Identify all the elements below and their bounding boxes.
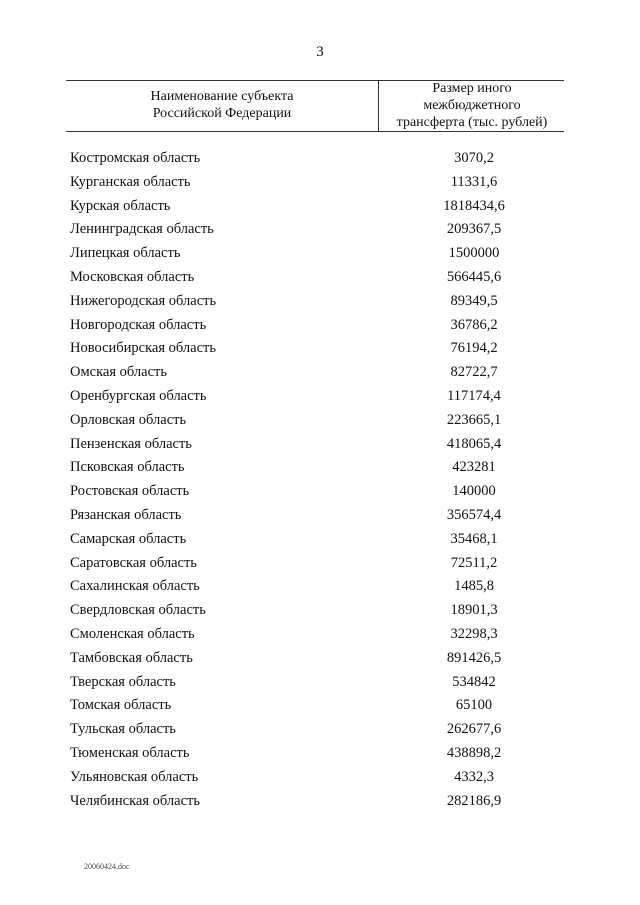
transfer-amount: 282186,9 bbox=[446, 792, 502, 809]
column-header-amount-line: межбюджетного bbox=[423, 98, 521, 113]
region-name: Омская область bbox=[70, 364, 167, 381]
region-name: Ульяновская область bbox=[70, 768, 199, 785]
region-name: Новгородская область bbox=[70, 316, 207, 333]
table-row bbox=[0, 529, 640, 553]
region-name: Ленинградская область bbox=[70, 221, 214, 238]
transfer-amount: 11331,6 bbox=[450, 173, 498, 190]
table-row bbox=[0, 576, 640, 600]
table-row bbox=[0, 648, 640, 672]
table-row bbox=[0, 291, 640, 315]
table-row bbox=[0, 315, 640, 339]
region-name: Тюменская область bbox=[70, 744, 190, 761]
table-row bbox=[0, 457, 640, 481]
table-row bbox=[0, 172, 640, 196]
table-row bbox=[0, 624, 640, 648]
transfer-amount: 82722,7 bbox=[450, 364, 498, 381]
region-name: Сахалинская область bbox=[70, 578, 200, 595]
transfer-amount: 1485,8 bbox=[454, 578, 494, 595]
column-header-amount-line: трансферта (тыс. рублей) bbox=[396, 115, 548, 130]
page-number: 3 bbox=[316, 44, 324, 60]
table-row bbox=[0, 767, 640, 791]
region-name: Ростовская область bbox=[70, 483, 190, 500]
transfer-amount: 1500000 bbox=[448, 245, 500, 262]
region-name: Псковская область bbox=[70, 459, 185, 476]
transfer-amount: 89349,5 bbox=[450, 292, 498, 309]
region-name: Оренбургская область bbox=[70, 387, 207, 404]
region-name: Смоленская область bbox=[70, 625, 195, 642]
region-name: Нижегородская область bbox=[70, 292, 217, 309]
document-filename: 20060424.doc bbox=[84, 862, 130, 871]
region-name: Пензенская область bbox=[70, 435, 192, 452]
table-row bbox=[0, 243, 640, 267]
table-row bbox=[0, 386, 640, 410]
region-name: Самарская область bbox=[70, 530, 187, 547]
column-header-subject-line: Российской Федерации bbox=[152, 106, 292, 121]
region-name: Челябинская область bbox=[70, 792, 200, 809]
region-name: Костромская область bbox=[70, 150, 201, 166]
table-row bbox=[0, 267, 640, 291]
transfer-amount: 140000 bbox=[452, 483, 496, 500]
table-row bbox=[0, 719, 640, 743]
transfer-amount: 356574,4 bbox=[446, 506, 502, 523]
transfer-amount: 32298,3 bbox=[450, 625, 498, 642]
region-name: Тверская область bbox=[70, 673, 176, 690]
transfer-amount: 76194,2 bbox=[450, 340, 498, 357]
table-row bbox=[0, 434, 640, 458]
table-row bbox=[0, 672, 640, 696]
table-row bbox=[0, 481, 640, 505]
transfer-amount: 209367,5 bbox=[446, 221, 502, 238]
table-row bbox=[0, 338, 640, 362]
region-name: Тамбовская область bbox=[70, 649, 193, 666]
region-name: Курганская область bbox=[70, 173, 191, 190]
table-row bbox=[0, 695, 640, 719]
transfer-amount: 35468,1 bbox=[450, 530, 498, 547]
table-row bbox=[0, 791, 640, 815]
table-row bbox=[0, 362, 640, 386]
table-row bbox=[0, 553, 640, 577]
table-row bbox=[0, 196, 640, 220]
column-header-subject-line: Наименование субъекта bbox=[150, 89, 294, 104]
transfer-amount: 534842 bbox=[452, 673, 496, 690]
table-row bbox=[0, 743, 640, 767]
region-name: Томская область bbox=[70, 697, 172, 714]
transfer-amount: 423281 bbox=[452, 459, 496, 476]
column-header-amount bbox=[378, 80, 566, 131]
transfer-amount: 18901,3 bbox=[450, 602, 498, 619]
transfer-amount: 117174,4 bbox=[447, 387, 501, 404]
column-header-amount-line: Размер иного bbox=[432, 81, 512, 96]
column-header-subject bbox=[66, 88, 378, 122]
transfer-amount: 566445,6 bbox=[446, 268, 502, 285]
table-body bbox=[0, 148, 640, 814]
table-row bbox=[0, 600, 640, 624]
transfer-amount: 4332,3 bbox=[454, 768, 494, 785]
transfer-amount: 36786,2 bbox=[450, 316, 498, 333]
table-row bbox=[0, 148, 640, 172]
transfer-amount: 3070,2 bbox=[454, 150, 494, 166]
region-name: Московская область bbox=[70, 268, 195, 285]
transfer-amount: 418065,4 bbox=[446, 435, 502, 452]
region-name: Саратовская область bbox=[70, 554, 197, 571]
region-name: Курская область bbox=[70, 197, 171, 214]
region-name: Свердловская область bbox=[70, 602, 206, 619]
transfer-amount: 1818434,6 bbox=[443, 197, 505, 214]
transfer-amount: 891426,5 bbox=[446, 649, 502, 666]
table-row bbox=[0, 410, 640, 434]
region-name: Орловская область bbox=[70, 411, 187, 428]
region-name: Липецкая область bbox=[70, 245, 181, 262]
transfer-amount: 223665,1 bbox=[446, 411, 502, 428]
table-row bbox=[0, 219, 640, 243]
region-name: Новосибирская область bbox=[70, 340, 216, 357]
table-row bbox=[0, 505, 640, 529]
region-name: Тульская область bbox=[70, 721, 176, 738]
region-name: Рязанская область bbox=[70, 506, 182, 523]
transfer-amount: 72511,2 bbox=[450, 554, 498, 571]
transfer-amount: 65100 bbox=[455, 697, 493, 714]
transfer-amount: 438898,2 bbox=[446, 744, 502, 761]
table-header-bottom-rule bbox=[66, 131, 564, 132]
transfer-amount: 262677,6 bbox=[446, 721, 502, 738]
